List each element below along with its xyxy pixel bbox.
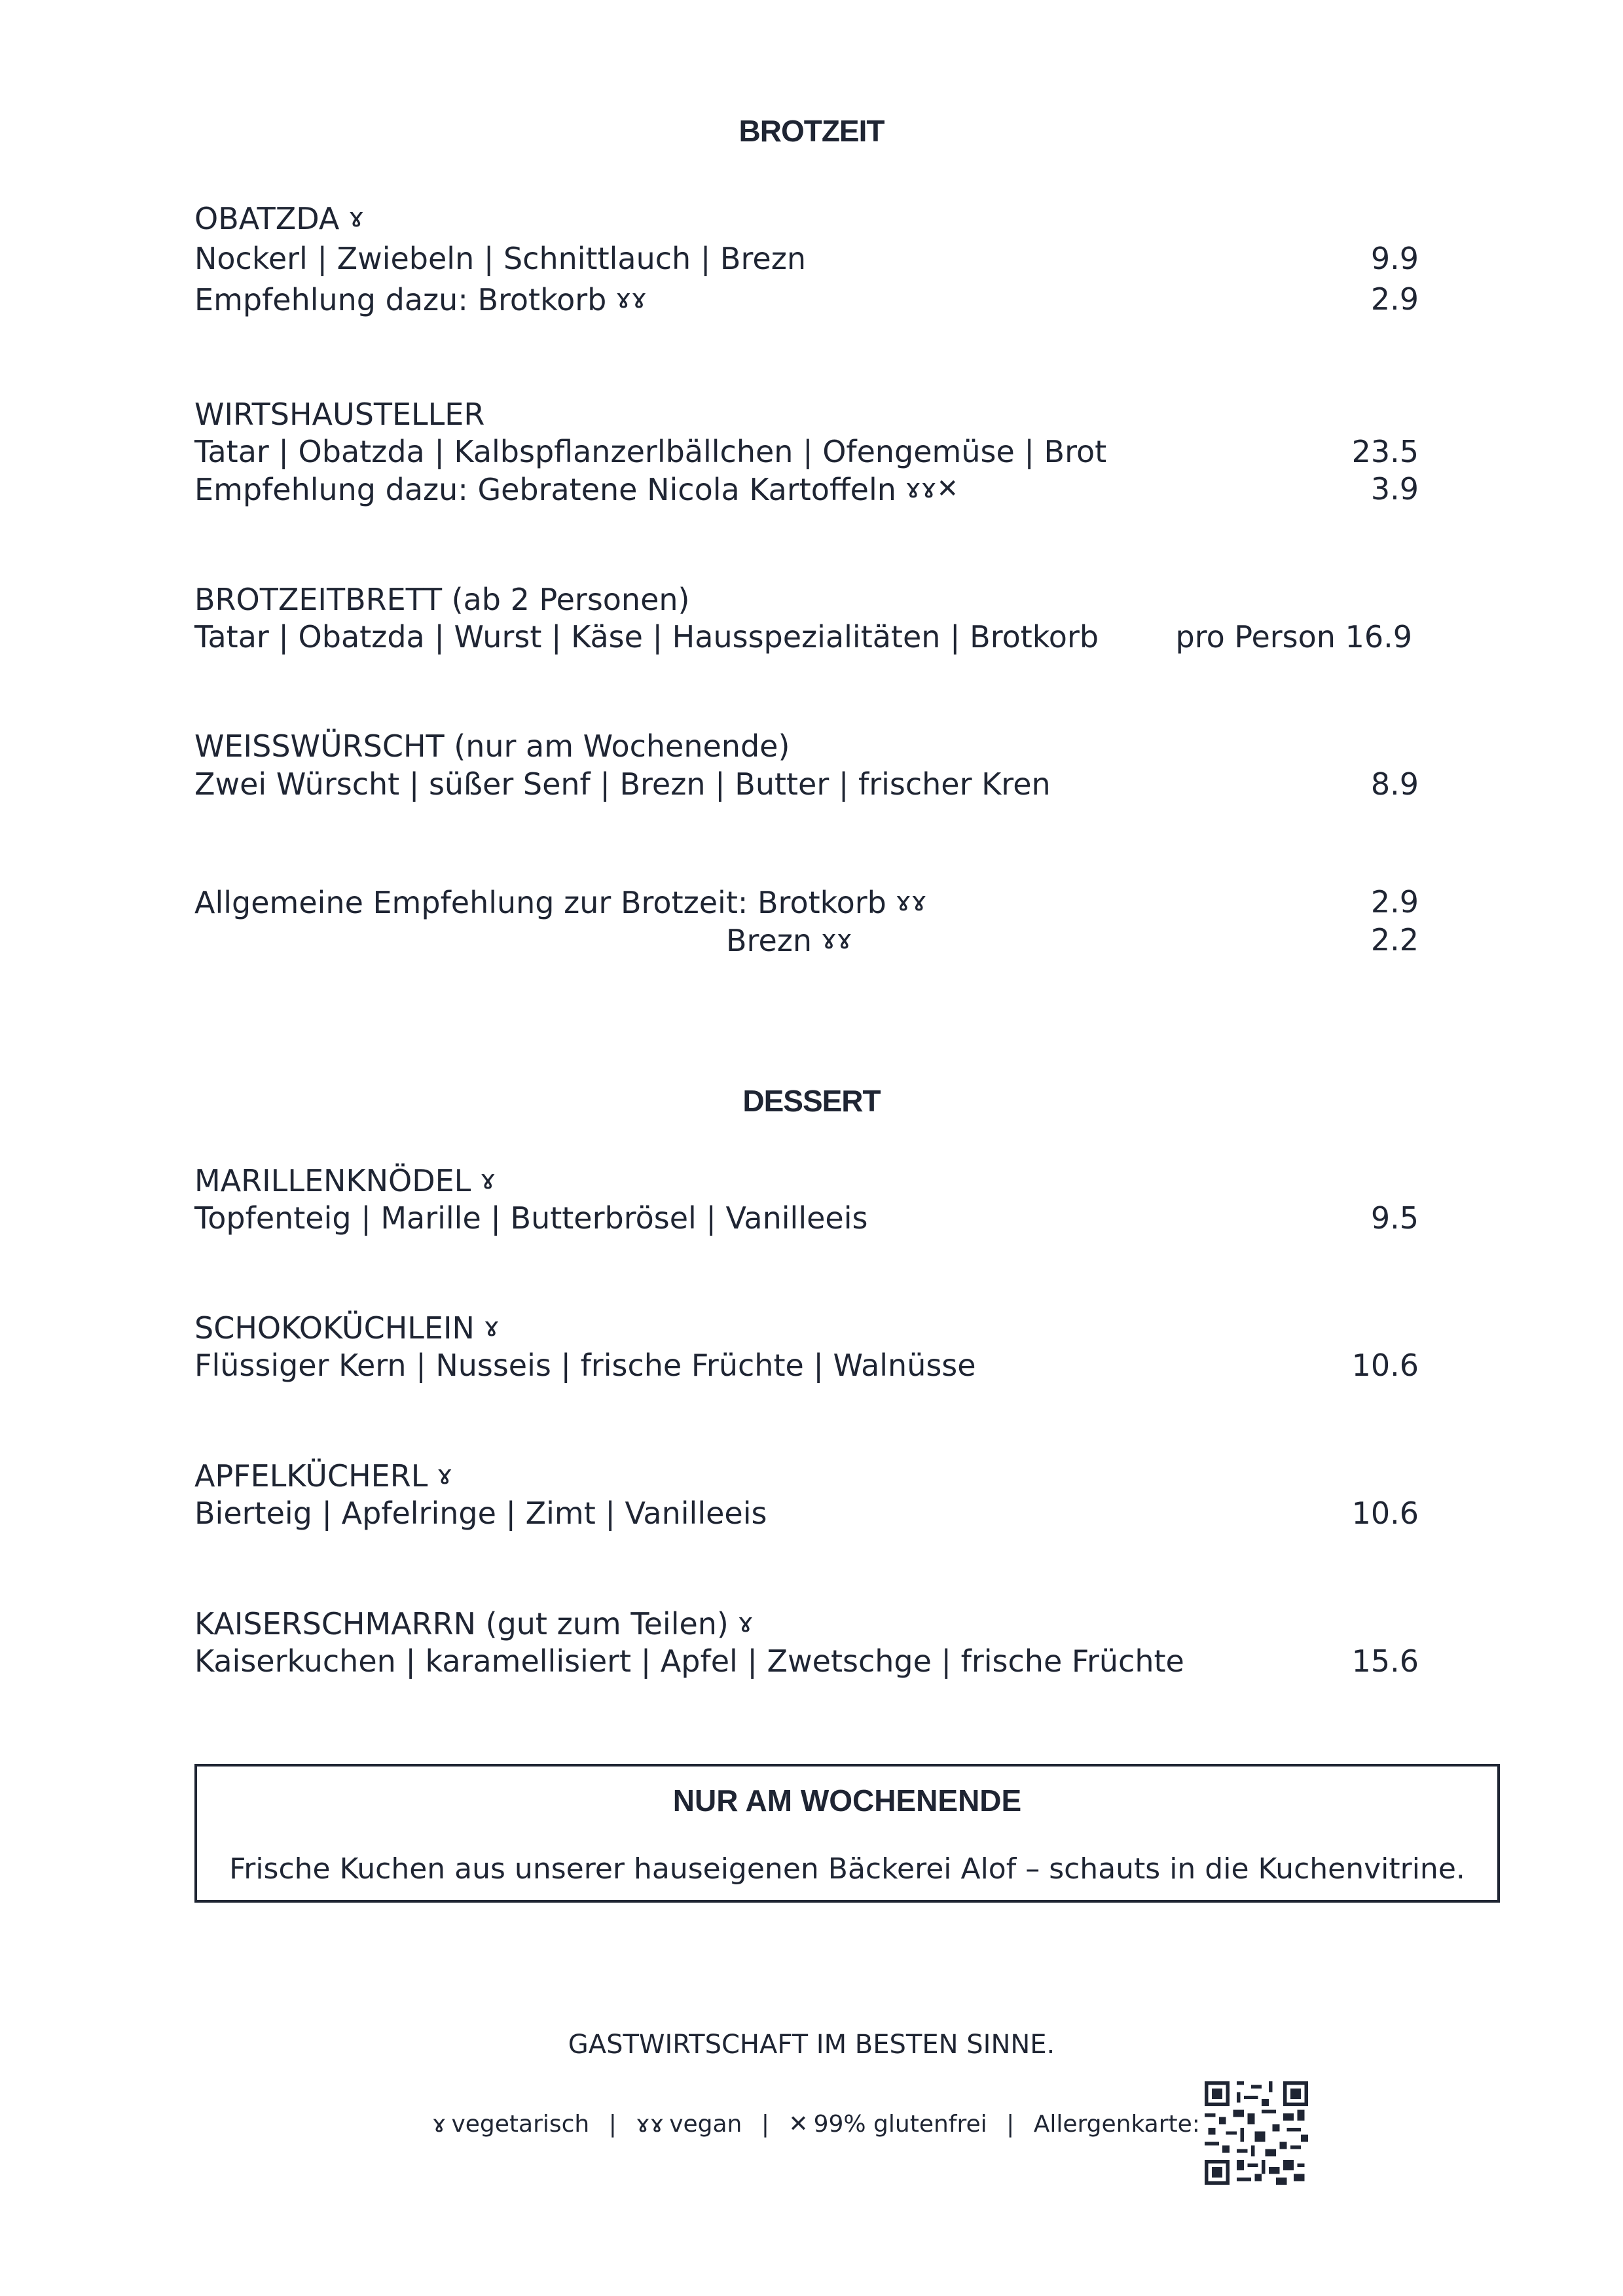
price-obatzda: 9.9: [1370, 241, 1419, 276]
vegetarian-icon: ɤ: [480, 1165, 496, 1195]
vegetarian-icon: ɤ: [483, 1312, 500, 1342]
price-general-brotkorb: 2.9: [1370, 884, 1419, 920]
vegan-icon: ɤɤ: [636, 2111, 665, 2138]
vegan-glutenfree-icon: ɤɤ✕: [905, 474, 959, 504]
vegan-icon: ɤɤ: [895, 887, 927, 917]
price-schokokuechlein: 10.6: [1351, 1348, 1419, 1383]
vegetarian-icon: ɤ: [437, 1460, 453, 1490]
vegetarian-icon: ɤ: [432, 2111, 447, 2138]
menu-page: BROTZEIT OBATZDA ɤ Nockerl | Zwiebeln | Schnittlauch | Brezn 9.9 Empfehlung dazu: Brotkorb ɤɤ 2.9 WIRTSHAUSTELLER Tatar | Obatzda | Kalbspflanzerlbällchen | Ofengemüse | Brot 23.5 Empfehlung dazu: Gebratene Nicola Kartoffeln ɤɤ✕ 3.9 BROTZEITBRETT (ab 2 Personen) Tatar | Obatzda | Wurst | Käse | Hausspezialitäten | Brotkorb pro Person 16.9 WEISSWÜRSCHT (nur am Wochenende) Zwei Würscht | süßer Senf | Brezn | Butter | frischer Kren 8.9 Allgemeine Empfehlung zur Brotzeit: Brotkorb ɤɤ 2.9 Brezn ɤɤ 2.2 DESSERT MARILLENKNÖDEL ɤ Topfenteig | Marille | Butterbrösel | Vanilleeis 9.5 SCHOKOKÜCHLEIN ɤ Flüssiger Kern | Nusseis | frische Früchte | Walnüsse 10.6 APFELKÜCHERL ɤ Bierteig | Apfelringe | Zimt | Vanilleeis 10.6 KAISERSCHMARRN (gut zum Teilen) ɤ Kaiserkuchen | karamellisiert | Apfel | Zwetschge | frische Früchte 15.6 NUR AM WOCHENENDE Frische Kuchen aus unserer hauseigenen Bäckerei Alof – schauts in die Kuchenvitrine. GASTWIRTSCHAFT IM BESTEN SINNE. ɤ vegetarisch | ɤɤ vegan | ✕ 99% glutenfrei | Allergenkarte:: [0, 0, 1623, 2296]
price-wirtshausteller: 23.5: [1351, 434, 1419, 469]
price-brotzeitbrett: pro Person 16.9: [1175, 619, 1412, 655]
allergen-qr-code-icon[interactable]: [1205, 2081, 1308, 2185]
price-kartoffeln: 3.9: [1370, 471, 1419, 507]
price-brotkorb: 2.9: [1370, 281, 1419, 317]
vegan-icon: ɤɤ: [821, 925, 852, 955]
vegetarian-icon: ɤ: [348, 203, 365, 233]
price-weisswuerscht: 8.9: [1370, 766, 1419, 802]
weekend-notice-title: NUR AM WOCHENENDE: [672, 1784, 1022, 1818]
vegetarian-icon: ɤ: [737, 1608, 754, 1638]
price-apfelkuecherl: 10.6: [1351, 1496, 1419, 1531]
section-title-dessert: DESSERT: [742, 1084, 881, 1118]
footer-tagline: GASTWIRTSCHAFT IM BESTEN SINNE.: [568, 2030, 1055, 2060]
price-general-brezn: 2.2: [1370, 922, 1419, 958]
vegan-icon: ɤɤ: [615, 284, 647, 314]
section-title-brotzeit: BROTZEIT: [739, 114, 884, 148]
price-marillenknoedel: 9.5: [1370, 1200, 1419, 1236]
weekend-notice-text: Frische Kuchen aus unserer hauseigenen Bäckerei Alof – schauts in die Kuchenvitrine.: [229, 1852, 1465, 1886]
allergen-legend: ɤ vegetarisch | ɤɤ vegan | ✕ 99% glutenfrei | Allergenkarte:: [432, 2111, 1200, 2138]
price-kaiserschmarrn: 15.6: [1351, 1643, 1419, 1679]
glutenfree-icon: ✕: [788, 2111, 809, 2138]
weekend-notice-box: [194, 1764, 1500, 1903]
